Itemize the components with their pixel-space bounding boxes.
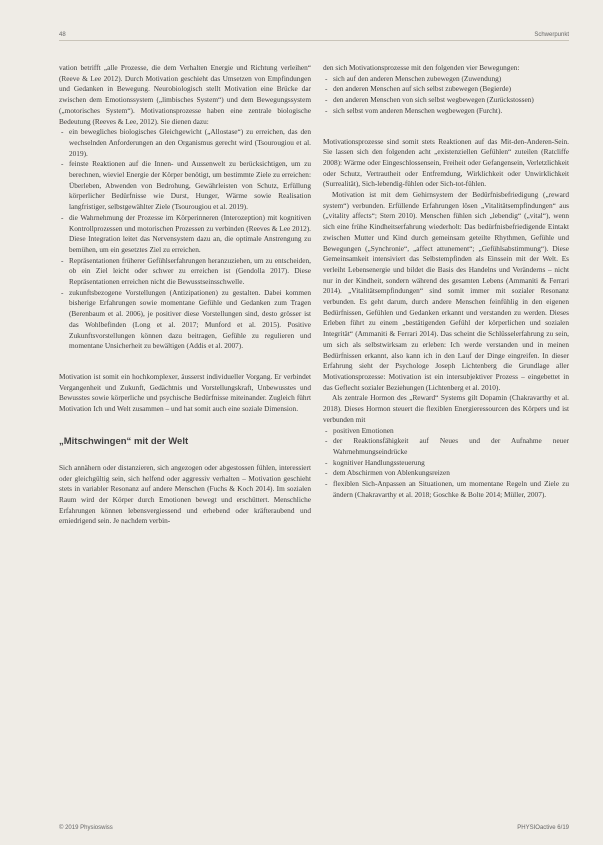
list-item: - sich selbst vom anderen Menschen wegbewegen (Furcht). xyxy=(333,106,569,117)
list-item: - positiven Emotionen xyxy=(333,426,569,437)
list-item: - ein bewegliches biologisches Gleichgewicht („Allostase“) zu erreichen, das den wechselnden Anforderungen an den Organismus gerecht wird (Tsourougiou et al. 2019). xyxy=(69,127,311,159)
list-item: - den anderen Menschen von sich selbst wegbewegen (Zurückstossen) xyxy=(333,95,569,106)
footer-issue: PHYSIOactive 6/19 xyxy=(517,825,569,831)
left-bullet-list xyxy=(59,127,311,352)
movement-list xyxy=(323,74,569,117)
page-number: 48 xyxy=(59,32,66,38)
list-item: - zukunftsbezogene Vorstellungen (Antizipationen) zu gestalten. Dabei kommen bisherige Erfahrungen sowie momentane Gefühle und Gedanken zum Tragen (Berenbaum et al. 2006), je positiver diese Vorstellungen sind, desto grösser ist das Wohlbefinden (Long et al. 2017; Munford et al. 2015). Positive Zukunftsvorstellungen können dazu beitragen, Gefühle zu regulieren und momentane Unsicherheit zu bewältigen (Addis et al. 2007). xyxy=(69,288,311,352)
list-item: - dem Abschirmen von Ablenkungsreizen xyxy=(333,468,569,479)
list-item: - feinste Reaktionen auf die Innen- und Aussenwelt zu berücksichtigen, um zu berechnen, wieviel Energie der Körper benötigt, um bestimmte Ziele zu erreichen: Überleben, Abwenden von Bedrohung, Gewährleisten von Schutz, Erfüllung körperlicher Bedürfnisse wie Durst, Hunger, Wärme sowie Realisation langfristiger, selbstgewählter Ziele (Tsourougiou et al. 2019). xyxy=(69,159,311,213)
list-item: - sich auf den anderen Menschen zubewegen (Zuwendung) xyxy=(333,74,569,85)
list-item: - der Reaktionsfähigkeit auf Neues und der Aufnahme neuer Wahrnehmungseindrücke xyxy=(333,436,569,457)
closing-paragraph: Sich annähern oder distanzieren, sich angezogen oder abgestossen fühlen, interessiert oder gleichgültig sein, sich helfend oder aggressiv verhalten – Motivation geschieht stets in variabler Resonanz auf andere Menschen (Fuchs & Koch 2014). Im sozialen Raum wird der Körper durch Emotionen bewegt und erschüttert. Menschliche Erfahrungen können lebensvergiessend und erhebend oder kräfteraubend und erniedrigend sein. Je nachdem verbin- xyxy=(59,462,311,526)
header-divider xyxy=(59,40,569,41)
existential-feelings-paragraph: Motivationsprozesse sind somit stets Reaktionen auf das Mit-den-Anderen-Sein. Sie lassen sich den folgenden acht „existenziellen Gefühlen“ zuteilen (Ratcliffe 2008): Wärme oder Eingeschlossensein, Freiheit oder Gefangensein, Verletzlichkeit oder Schutz, Vertrautheit oder Entfremdung, Wirklichkeit oder Unwirklichkeit (Surrealität), Sich-lebendig-fühlen oder Sich-tot-fühlen. xyxy=(323,136,569,189)
list-item: - flexiblen Sich-Anpassen an Situationen, um momentane Regeln und Ziele zu ändern (Chakravarthy et al. 2018; Goschke & Bolte 2014; Müller, 2007). xyxy=(333,479,569,500)
left-intro-paragraph: vation betrifft „alle Prozesse, die dem Verhalten Energie und Richtung verleihen“ (Reeve & Lee 2012). Durch Motivation geschieht das Umsetzen von Empfindungen und Gedanken in Bewegung. Neurobiologisch stellt Motivation eine Brücke dar zwischen dem Emotionssystem („limbisches System“) und dem Bewegungssystem („motorisches System“). Motivationsprozesse haben eine zentrale biologische Bedeutung (Reeves & Lee, 2012). Sie dienen dazu: xyxy=(59,63,311,126)
list-item: - den anderen Menschen auf sich selbst zubewegen (Begierde) xyxy=(333,84,569,95)
list-item: - kognitiver Handlungssteuerung xyxy=(333,458,569,469)
list-item: - die Wahrnehmung der Prozesse im Körperinneren (Interozeption) mit kognitiven Kontrollprozessen und motorischen Prozessen zu verbinden (Reeves & Lee 2012). Diese Integration leitet das Nervensystem dazu an, die optimale Anstrengung zu bemühen, um ein gesetztes Ziel zu erreichen. xyxy=(69,213,311,256)
section-label: Schwerpunkt xyxy=(534,32,569,38)
right-column xyxy=(323,63,569,500)
right-intro-paragraph: den sich Motivationsprozesse mit den folgenden vier Bewegungen: xyxy=(323,63,520,72)
dopamine-paragraph: Als zentrale Hormon des „Reward“ Systems gilt Dopamin (Chakravarthy et al. 2018). Dieses Hormon steuert die flexiblen Energieressourcen des Körpers und ist verbunden mit xyxy=(323,393,569,424)
footer-copyright: © 2019 Physioswiss xyxy=(59,825,113,831)
left-column xyxy=(59,63,311,527)
reward-system-paragraph: Motivation ist mit dem Gehirnsystem der Bedürfnisbefriedigung („reward system“) verbunden. Erfüllende Erfahrungen lösen „Vitalitätsempfindungen“ aus („vitality affects“; Stern 2010). Menschen fühlen sich „lebendig“ („vital“), wenn sich eine frühe Kindheitserfahrung wiederholt: Das bedürfnisbefriedigende Eintakt zwischen Mutter und Kind durch gemeinsam geteilte Rhythmen, Gefühle und Bewegungen („Synchronie“, „affect attunement“; „Gefühlsabstimmung“). Diese Gemeinsamkeit intensiviert das Selbstempfinden als Einssein mit der Welt. Es verleiht Lebensenergie und bildet die Basis des Handelns und Veränderns – nicht nur in der Kindheit, sondern während des gesamten Lebens (Ammaniti & Ferrari 2014). „Vitalitätsempfindungen“ sind somit immer mit sozialer Resonanz verbunden. Es geht darum, durch andere Menschen feinfühlig in den eigenen Bedürfnissen, Gefühlen und Gedanken erkannt und verstanden zu werden. Dieses Erleben führt zu einem „bestätigenden Gefühl der körperlichen und sozialen Integrität“ (Ammaniti & Ferrari 2014). Das scheint die Schlüsselerfahrung zu sein, um sich als selbstwirksam zu erleben: Ich werde verstanden und in meinen Bedürfnissen erkannt, also kann ich in den Lauf der Dinge eingreifen. In dieser Erfahrung sieht der Psychologe Joseph Lichtenberg die Grundlage aller Motivationsprozesse: Motivation ist ein intersubjektiver Prozess – eingebettet in das Geflecht sozialer Beziehungen (Lichtenberg et al. 2010). xyxy=(323,190,569,392)
summary-paragraph: Motivation ist somit ein hochkomplexer, äusserst individueller Vorgang. Er verbindet Vergangenheit und Zukunft, Gedächtnis und Vorstellungskraft, Unbewusstes und Bewusstes sowie körperliche und psychische Bedürfnisse miteinander. Zugleich führt Motivation Ich und Welt zusammen – und hat somit auch eine soziale Dimension. xyxy=(59,371,311,414)
dopamine-list xyxy=(323,426,569,501)
section-heading: „Mitschwingen“ mit der Welt xyxy=(59,435,189,447)
list-item: - Repräsentationen früherer Gefühlserfahrungen heranzuziehen, um zu entscheiden, ob ein Ziel leicht oder schwer zu erreichen ist (Gendolla 2017). Diese Repräsentationen erreichen nicht die Bewusstseinsschwelle. xyxy=(69,256,311,288)
